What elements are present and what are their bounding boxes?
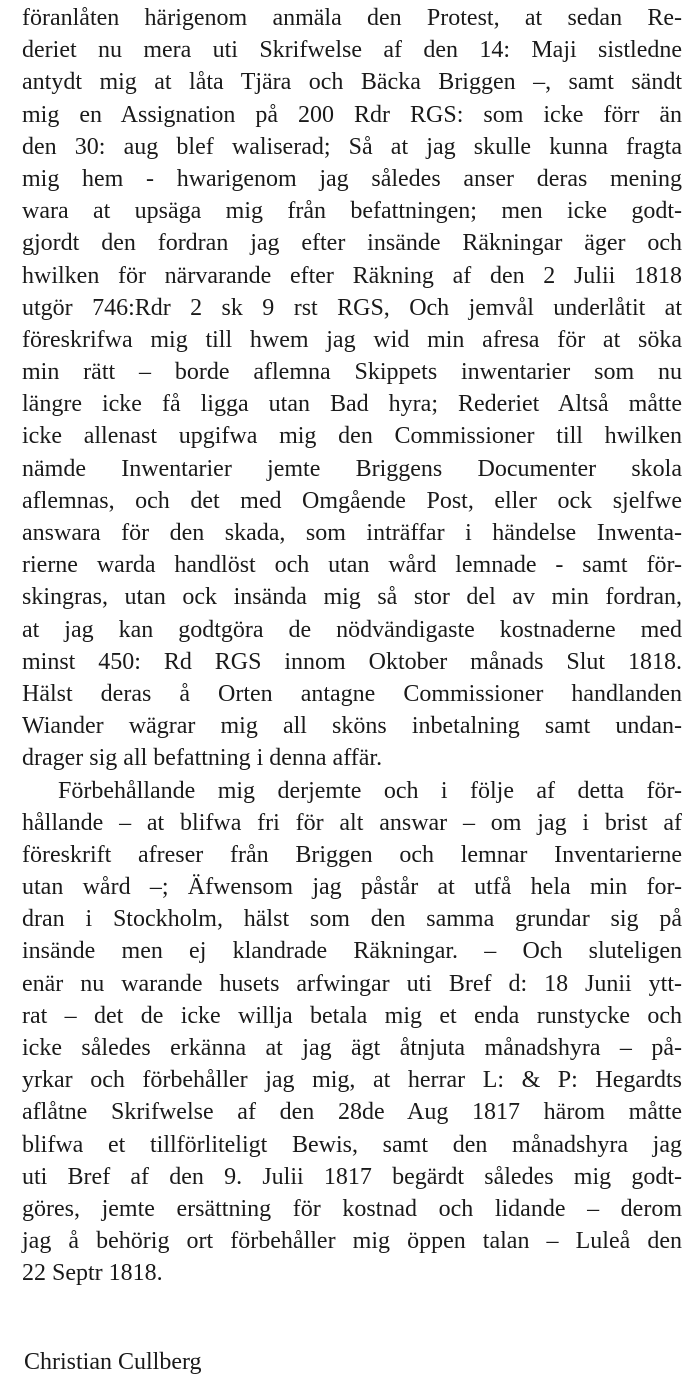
text-line: Hälst deras å Orten antagne Commissioner handlanden — [22, 680, 682, 707]
signature: Christian Cullberg — [24, 1349, 202, 1375]
text-line: rierne warda handlöst och utan wård lemnade - samt för- — [22, 552, 682, 579]
text-line: rat – det de icke willja betala mig et enda runstycke och — [22, 1002, 682, 1029]
text-line: föranlåten härigenom anmäla den Protest, at sedan Re- — [22, 5, 682, 31]
text-line: aflemnas, och det med Omgående Post, eller ock sjelfwe — [22, 487, 682, 514]
text-line: utgör 746:Rdr 2 sk 9 rst RGS, Och jemvål underlåtit at — [22, 294, 682, 321]
paragraph-2 — [22, 775, 682, 1290]
text-line: insände men ej klandrade Räkningar. – Och sluteligen — [22, 938, 682, 965]
text-line: hwilken för närvarande efter Räkning af den 2 Julii 1818 — [22, 262, 682, 289]
text-line: mig en Assignation på 200 Rdr RGS: som icke förr än — [22, 101, 682, 128]
text-line: min rätt – borde aflemna Skippets inwentarier som nu — [22, 359, 682, 386]
text-line: dran i Stockholm, hälst som den samma grundar sig på — [22, 906, 682, 933]
text-line: föreskrift afreser från Briggen och lemnar Inventarierne — [22, 841, 682, 868]
text-line: Förbehållande mig derjemte och i följe af detta för- — [58, 777, 682, 804]
text-line: deriet nu mera uti Skrifwelse af den 14: Maji sistledne — [22, 37, 682, 64]
text-line: aflåtne Skrifwelse af den 28de Aug 1817 härom måtte — [22, 1099, 682, 1126]
text-line: göres, jemte ersättning för kostnad och lidande – derom — [22, 1195, 682, 1222]
text-line: uti Bref af den 9. Julii 1817 begärdt således mig godt- — [22, 1163, 682, 1190]
text-line: icke allenast upgifwa mig den Commissioner till hwilken — [22, 423, 682, 450]
text-line: drager sig all befattning i denna affär. — [22, 745, 383, 772]
text-line: enär nu warande husets arfwingar uti Bref d: 18 Junii ytt- — [22, 970, 682, 997]
text-line: gjordt den fordran jag efter insände Räkningar äger och — [22, 230, 682, 257]
text-line: answara för den skada, som inträffar i händelse Inwenta- — [22, 520, 682, 546]
text-line: den 30: aug blef waliserad; Så at jag skulle kunna fragta — [22, 133, 682, 160]
text-line: at jag kan godtgöra de nödvändigaste kostnaderne med — [22, 616, 682, 643]
text-line: hållande – at blifwa fri för alt answar – om jag i brist af — [22, 809, 682, 836]
text-line: 22 Septr 1818. — [22, 1260, 163, 1287]
text-line: mig hem - hwarigenom jag således anser deras mening — [22, 165, 682, 192]
text-line: Wiander wägrar mig all sköns inbetalning samt undan- — [22, 713, 682, 740]
text-line: antydt mig at låta Tjära och Bäcka Briggen –, samt sändt — [22, 69, 682, 96]
text-line: utan wård –; Äfwensom jag påstår at utfå hela min for- — [22, 874, 682, 901]
text-line: yrkar och förbehåller jag mig, at herrar L: & P: Hegardts — [22, 1067, 682, 1094]
text-line: föreskrifwa mig till hwem jag wid min afresa för at söka — [22, 326, 682, 353]
text-line: blifwa et tillförliteligt Bewis, samt den månadshyra jag — [22, 1131, 682, 1158]
document-body — [22, 2, 682, 1290]
paragraph-1 — [22, 2, 682, 775]
text-line: skingras, utan ock insända mig så stor del av min fordran, — [22, 584, 682, 611]
text-line: jag å behörig ort förbehåller mig öppen talan – Luleå den — [22, 1228, 682, 1255]
text-line: wara at upsäga mig från befattningen; men icke godt- — [22, 198, 682, 225]
text-line: nämde Inwentarier jemte Briggens Documenter skola — [22, 455, 682, 482]
text-line: icke således erkänna at jag ägt åtnjuta månadshyra – på- — [22, 1035, 682, 1061]
text-line: längre icke få ligga utan Bad hyra; Rederiet Altså måtte — [22, 391, 682, 418]
text-line: minst 450: Rd RGS innom Oktober månads Slut 1818. — [22, 648, 682, 675]
